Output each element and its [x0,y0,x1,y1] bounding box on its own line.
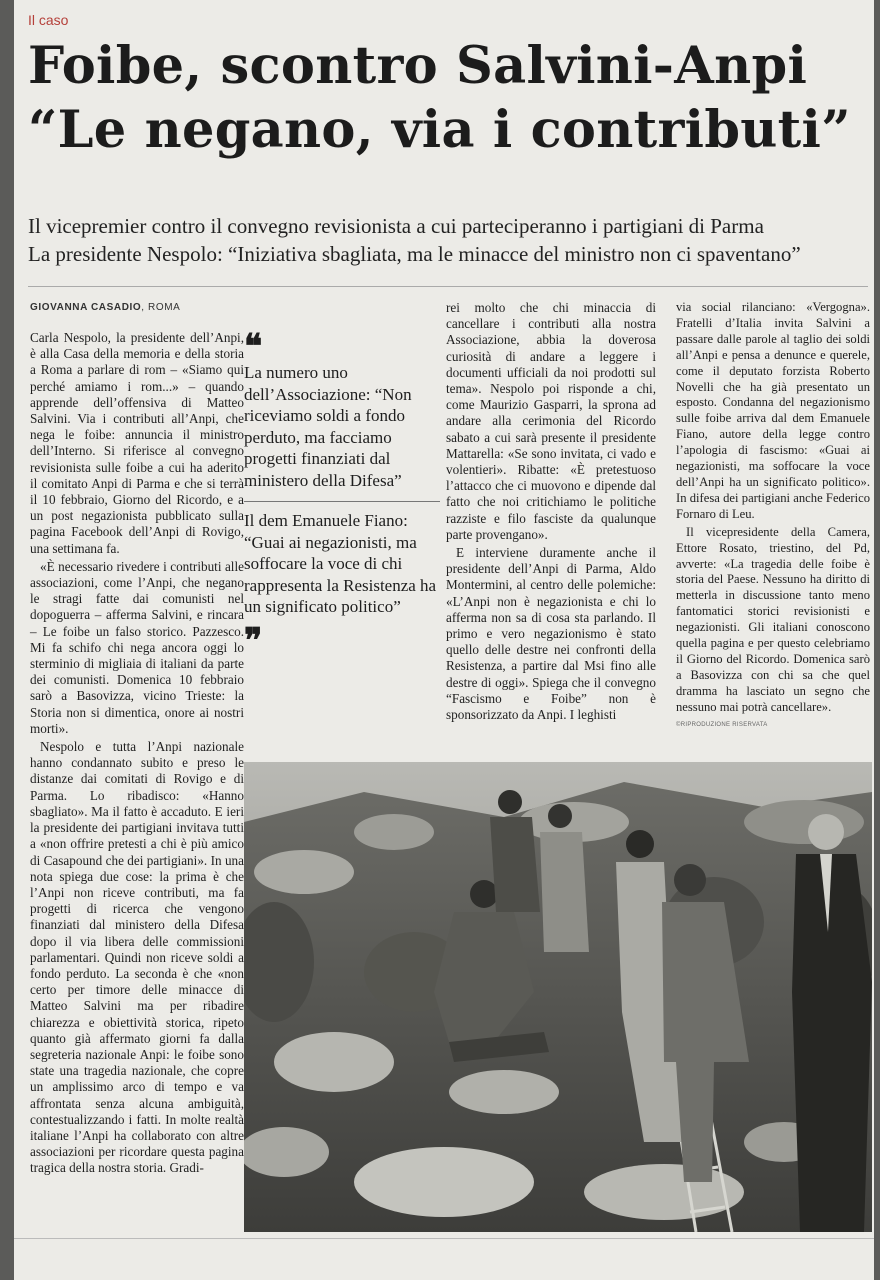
header-divider [28,286,868,287]
paragraph: Nespolo e tutta l’Anpi nazionale hanno condannato subito e preso le distanze dai comitati di Rovigo e di Parma. Lo ribadisco: «Hanno sbagliato». Ma il fatto è accaduto. E ieri la presidente dei partigiani invitava tutti a «non offrire pretesti a chi è più amico di Casapound che dei partigiani». In una nota spiega due cose: la prima è che l’Anpi non riceve contributi, ma fa progetti di ricerca che vengono finanziati dal ministero della Difesa dopo il via libera delle commissioni parlamentari. Quindi non riceve soldi a fondo perduto. La seconda è che «non certo per timore delle minacce di Matteo Salvini ma per ribadire chiarezza e obiettività storica, ripeto quanto già affermato giorni fa dalla segreteria nazionale Anpi: le foibe sono state una tragedia nazionale, che copre un amplissimo arco di tempo e va affrontata senza alcuna ambiguità, contestualizzando i fatti. In molte realtà italiane l’Anpi ha collaborato con altre associazioni per ricordare questa pagina tragica della nostra storia. Gradi- [30,739,244,1176]
article-column-1 [30,330,244,1179]
close-quote-icon: ❞ [244,620,263,661]
photo-illustration [244,762,872,1232]
paragraph: via social rilanciano: «Vergogna». Fratelli d’Italia invita Salvini a passare dalle parole al taglio dei soldi all’Anpi e pensa a denunce e querele, come il deputato forzista Roberto Novelli che ha già presentato un esposto. Condanna del negazionismo sulle foibe arriva dal dem Emanuele Fiano, autore della legge contro l’apologia di fascismo: «Guai ai negazionisti, ma soffocare la voce dell’Anpi ha un significato politico». In difesa dei partigiani anche Federico Fornaro di Leu. [676,300,870,521]
newspaper-page [14,0,874,1280]
pull-quotes [244,327,440,661]
subheadline-line-2: La presidente Nespolo: “Iniziativa sbagliata, ma le minacce del ministro non ci spaventano” [28,242,801,266]
subheadline [28,212,868,268]
pull-quote-nespolo: La numero uno dell’Associazione: “Non riceviamo soldi a fondo perduto, ma facciamo progetti finanziati dal ministero della Difesa” [244,363,412,490]
byline-author: GIOVANNA CASADIO [30,302,142,313]
headline-line-2: “Le negano, via i contributi” [28,100,851,160]
paragraph: Il vicepresidente della Camera, Ettore Rosato, triestino, del Pd, avverte: «La tragedia delle foibe è storia del Paese. Nessuno ha diritto di metterla in discussione tanto meno fantomatici storici revisionisti e negazionisti. Gli italiani conoscono quella pagina e per questo celebriamo il Giorno del Ricordo. Domenica sarò a Basovizza con chi sa che quel dramma ha lasciato un segno che nessuno mai potrà cancellare». [676,524,870,714]
article-column-4 [676,300,870,733]
historical-photo [244,762,872,1232]
byline [30,302,180,313]
paragraph: rei molto che chi minaccia di cancellare i contributi alla nostra Associazione, abbia la doverosa curiosità di andare a leggere i documenti ufficiali da noi prodotti sul tema». Nespolo poi risponde a chi, come Maurizio Gasparri, la sprona ad andare alla cerimonia del Ricordo sabato a cui sarà presente il presidente Mattarella: «Se sono invitata, ci vado e volentieri». Ribatte: «È pretestuoso l’attacco che ci muovono e dipende dal fatto che noi critichiamo le politiche razziste e filo fasciste da qualunque parte provengano». [446,300,656,542]
headline [28,34,868,162]
pull-quote-fiano: Il dem Emanuele Fiano: “Guai ai negazionisti, ma soffocare la voce di chi rappresenta la Resistenza ha un significato politico” [244,511,437,616]
byline-place: , ROMA [141,302,181,313]
subheadline-line-1: Il vicepremier contro il convegno revisionista a cui parteciperanno i partigiani di Parma [28,214,764,238]
headline-line-1: Foibe, scontro Salvini-Anpi [28,36,808,96]
bottom-divider [14,1238,874,1239]
paragraph: Carla Nespolo, la presidente dell’Anpi, è alla Casa della memoria e della storia a Roma a parlare di rom – «Siamo qui perché amiamo i rom...» – quando apprende dell’offensiva di Matteo Salvini. Via i contributi all’Anpi, che nega le foibe: annuncia il ministro dell’Interno. Si riferisce al convegno revisionista sulle foibe a cui ha aderito il comitato Anpi di Parma e che si terrà il 10 febbraio, Giorno del Ricordo, e a un post negazionista pubblicato sulla pagina Facebook dell’Anpi di Rovigo, una settimana fa. [30,330,244,556]
open-quote-icon: ❝ [244,327,263,367]
article-column-3 [446,300,656,725]
paragraph: E interviene duramente anche il presidente dell’Anpi di Parma, Aldo Montermini, al centro delle polemiche: «L’Anpi non è negazionista e chi lo afferma non sa di cosa sta parlando. Il primo e vero negazionismo è stato quello delle destre nei confronti della Resistenza, a partire dal Msi fino alle destre di oggi». Spiega che il convegno “Fascismo e Foibe” non è sponsorizzato da Anpi. I leghisti [446,545,656,723]
paragraph: «È necessario rivedere i contributi alle associazioni, come l’Anpi, che negano le stragi fatte dai comunisti nel dopoguerra – afferma Salvini, e rincara – Le foibe un falso storico. Pazzesco. Mi fa schifo chi nega ancora oggi lo sterminio di migliaia di italiani da parte dei comunisti. Domenica 10 febbraio sarò a Basovizza, vicino Trieste: la Storia non si dimentica, onore ai nostri morti». [30,558,244,736]
section-kicker: Il caso [28,12,69,28]
pull-quote-divider [244,501,440,502]
copyright-notice: ©RIPRODUZIONE RISERVATA [676,721,768,728]
